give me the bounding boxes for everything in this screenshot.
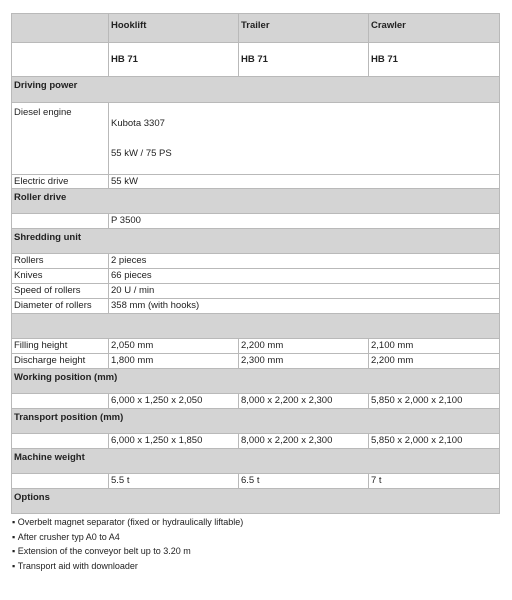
- filling-height-trailer: 2,200 mm: [239, 339, 369, 354]
- options-list: [12, 515, 243, 573]
- rollers-value: 2 pieces: [109, 254, 500, 269]
- machine-weight-crawler: 7 t: [369, 474, 500, 489]
- working-position-hooklift: 6,000 x 1,250 x 2,050: [109, 394, 239, 409]
- electric-drive-value: 55 kW: [109, 175, 500, 189]
- row-label: Knives: [12, 269, 109, 284]
- list-item: ▪ Extension of the conveyor belt up to 3.20 m: [12, 544, 243, 559]
- list-item: ▪ Overbelt magnet separator (fixed or hydraulically liftable): [12, 515, 243, 530]
- blank-cell: [12, 314, 500, 339]
- roller-drive-value: P 3500: [109, 214, 500, 229]
- row-label: Diameter of rollers: [12, 299, 109, 314]
- diameter-row: [12, 299, 500, 314]
- roller-drive-row: [12, 214, 500, 229]
- diesel-engine-value: [109, 103, 500, 175]
- row-label-empty: [12, 434, 109, 449]
- model-hooklift: HB 71: [109, 43, 239, 77]
- diesel-engine-row: [12, 103, 500, 175]
- header-trailer: Trailer: [239, 14, 369, 43]
- working-position-crawler: 5,850 x 2,000 x 2,100: [369, 394, 500, 409]
- section-title: Machine weight: [12, 449, 500, 474]
- transport-position-row: [12, 434, 500, 449]
- filling-height-row: [12, 339, 500, 354]
- header-crawler: Crawler: [369, 14, 500, 43]
- header-hooklift: Hooklift: [109, 14, 239, 43]
- discharge-height-crawler: 2,200 mm: [369, 354, 500, 369]
- section-title: Working position (mm): [12, 369, 500, 394]
- transport-position-hooklift: 6,000 x 1,250 x 1,850: [109, 434, 239, 449]
- section-shredding-unit: [12, 229, 500, 254]
- row-label: Speed of rollers: [12, 284, 109, 299]
- filling-height-crawler: 2,100 mm: [369, 339, 500, 354]
- machine-weight-trailer: 6.5 t: [239, 474, 369, 489]
- diesel-engine-power: 55 kW / 75 PS: [111, 147, 172, 159]
- model-trailer: HB 71: [239, 43, 369, 77]
- section-title: Options: [12, 489, 500, 514]
- working-position-row: [12, 394, 500, 409]
- model-label-cell: [12, 43, 109, 77]
- discharge-height-row: [12, 354, 500, 369]
- diesel-engine-model: Kubota 3307: [111, 117, 165, 129]
- list-item: ▪ After crusher typ A0 to A4: [12, 530, 243, 545]
- discharge-height-trailer: 2,300 mm: [239, 354, 369, 369]
- row-label-empty: [12, 474, 109, 489]
- row-label: Filling height: [12, 339, 109, 354]
- transport-position-trailer: 8,000 x 2,200 x 2,300: [239, 434, 369, 449]
- section-machine-weight: [12, 449, 500, 474]
- rollers-row: [12, 254, 500, 269]
- row-label: Discharge height: [12, 354, 109, 369]
- transport-position-crawler: 5,850 x 2,000 x 2,100: [369, 434, 500, 449]
- blank-gray-row: [12, 314, 500, 339]
- row-label: Diesel engine: [12, 103, 109, 175]
- list-item: ▪ Transport aid with downloader: [12, 559, 243, 574]
- spacer: [111, 130, 497, 148]
- electric-drive-row: [12, 175, 500, 189]
- section-title: Shredding unit: [12, 229, 500, 254]
- machine-weight-hooklift: 5.5 t: [109, 474, 239, 489]
- knives-row: [12, 269, 500, 284]
- section-title: Driving power: [12, 77, 500, 103]
- row-label-empty: [12, 214, 109, 229]
- speed-value: 20 U / min: [109, 284, 500, 299]
- working-position-trailer: 8,000 x 2,200 x 2,300: [239, 394, 369, 409]
- spec-table: [11, 13, 500, 514]
- row-label: Electric drive: [12, 175, 109, 189]
- section-roller-drive: [12, 189, 500, 214]
- section-transport-position: [12, 409, 500, 434]
- header-label-cell: [12, 14, 109, 43]
- filling-height-hooklift: 2,050 mm: [109, 339, 239, 354]
- machine-weight-row: [12, 474, 500, 489]
- knives-value: 66 pieces: [109, 269, 500, 284]
- speed-row: [12, 284, 500, 299]
- section-working-position: [12, 369, 500, 394]
- section-title: Roller drive: [12, 189, 500, 214]
- section-title: Transport position (mm): [12, 409, 500, 434]
- row-label: Rollers: [12, 254, 109, 269]
- model-crawler: HB 71: [369, 43, 500, 77]
- header-row: [12, 14, 500, 43]
- model-row: [12, 43, 500, 77]
- row-label-empty: [12, 394, 109, 409]
- section-options: [12, 489, 500, 514]
- discharge-height-hooklift: 1,800 mm: [109, 354, 239, 369]
- section-driving-power: [12, 77, 500, 103]
- diameter-value: 358 mm (with hooks): [109, 299, 500, 314]
